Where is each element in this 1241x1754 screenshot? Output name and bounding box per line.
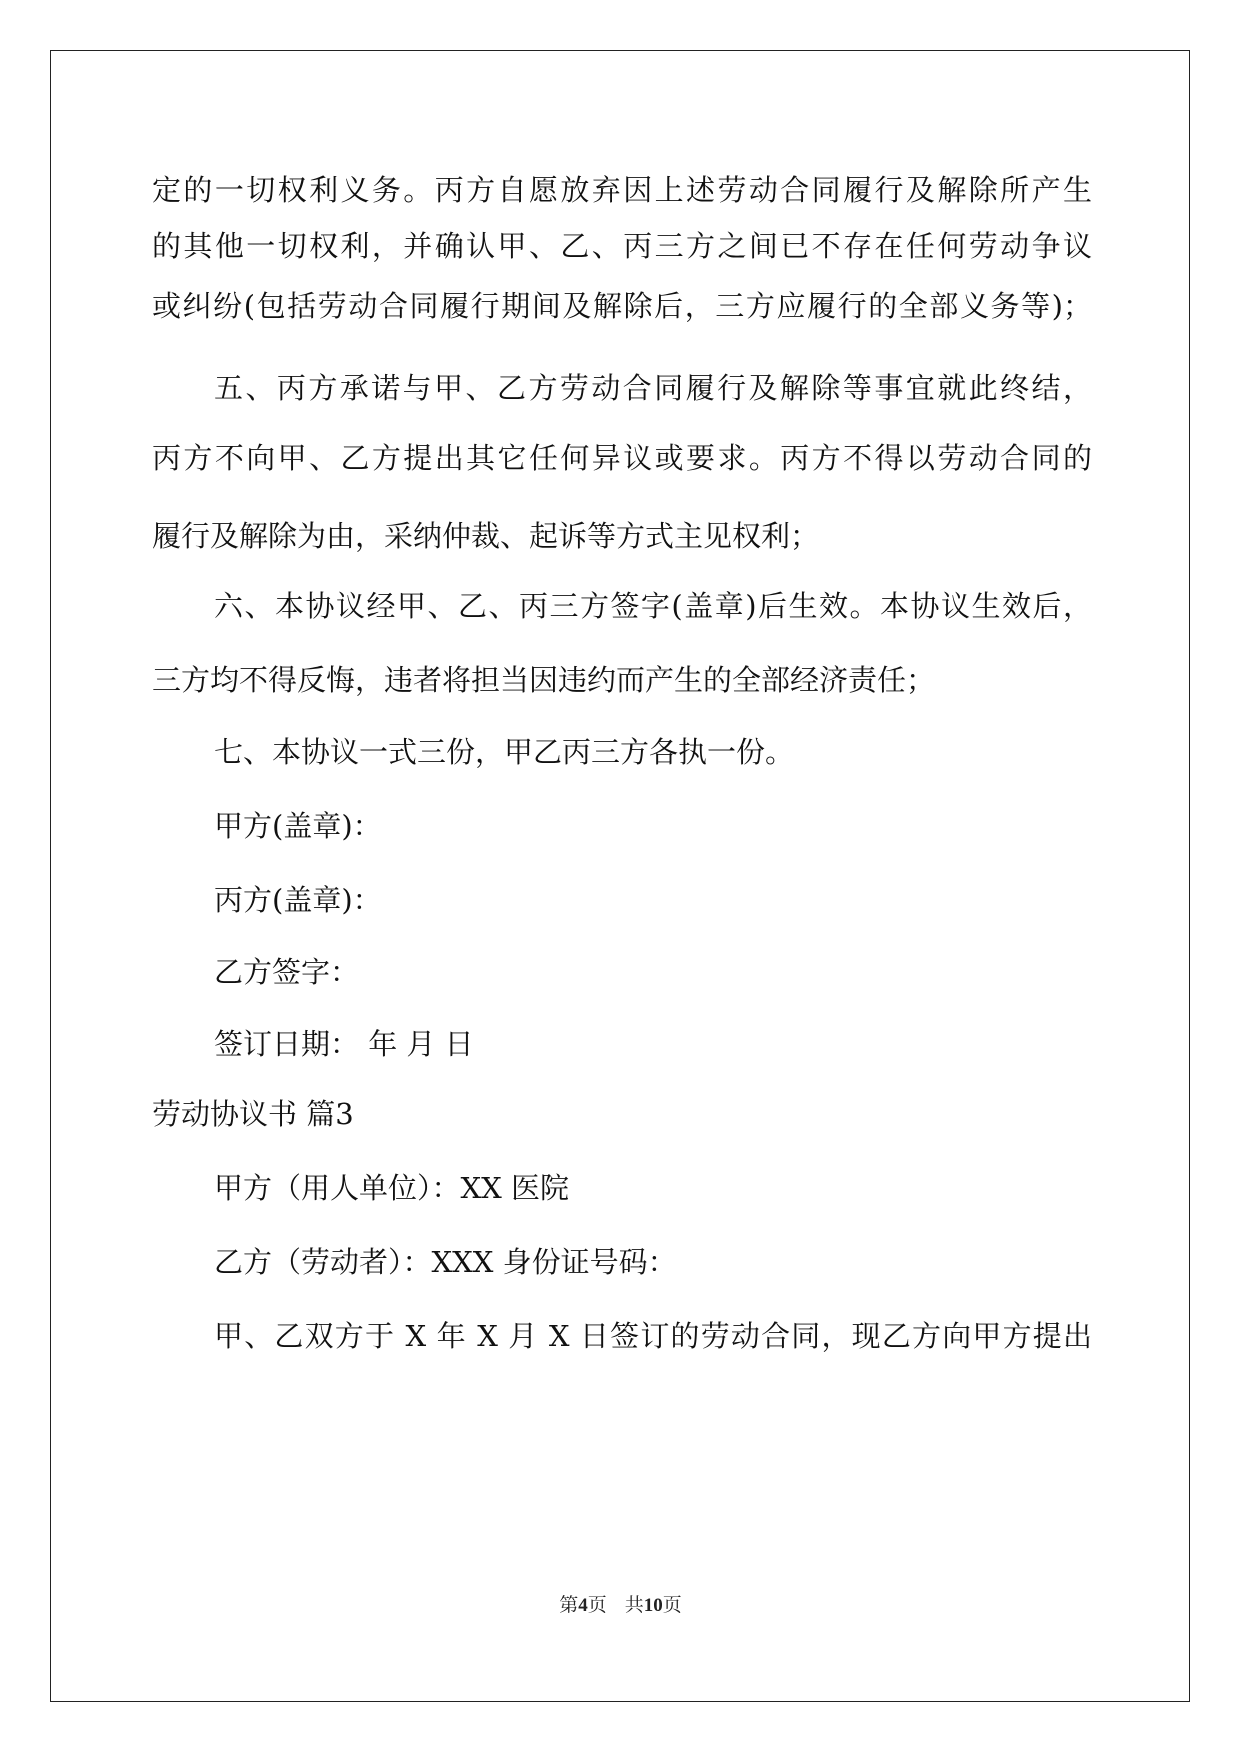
paragraph-line: 甲、乙双方于 X 年 X 月 X 日签订的劳动合同，现乙方向甲方提出 [214, 1319, 1092, 1353]
sign-date: 签订日期： 年 月 日 [214, 1027, 474, 1061]
paragraph-line: 丙方不向甲、乙方提出其它任何异议或要求。丙方不得以劳动合同的 [152, 441, 1092, 475]
paragraph-line: 或纠纷(包括劳动合同履行期间及解除后，三方应履行的全部义务等)； [152, 289, 1092, 323]
paragraph-line: 定的一切权利义务。丙方自愿放弃因上述劳动合同履行及解除所产生 [152, 173, 1092, 207]
signature-party-b: 乙方签字： [214, 955, 360, 989]
signature-party-a: 甲方(盖章)： [214, 809, 382, 843]
footer-total-suffix: 页 [662, 1594, 682, 1616]
footer-page-prefix: 第 [559, 1594, 579, 1616]
section-heading: 劳动协议书 篇3 [152, 1097, 354, 1131]
paragraph-line: 履行及解除为由，采纳仲裁、起诉等方式主见权利； [152, 519, 820, 553]
paragraph-line: 的其他一切权利，并确认甲、乙、丙三方之间已不存在任何劳动争议 [152, 229, 1092, 263]
paragraph-line: 三方均不得反悔，违者将担当因违约而产生的全部经济责任； [152, 663, 936, 697]
footer-total-prefix: 共 [624, 1594, 644, 1616]
paragraph-line: 五、丙方承诺与甲、乙方劳动合同履行及解除等事宜就此终结， [214, 371, 1092, 405]
section-party-a: 甲方（用人单位）：XX 医院 [214, 1171, 570, 1205]
paragraph-line: 七、本协议一式三份，甲乙丙三方各执一份。 [214, 735, 795, 769]
footer-page-total: 10 [643, 1595, 663, 1616]
page-footer [0, 1592, 1241, 1619]
section-party-b: 乙方（劳动者）：XXX 身份证号码： [214, 1245, 677, 1279]
footer-page-current: 4 [578, 1595, 588, 1616]
signature-party-c: 丙方(盖章)： [214, 883, 382, 917]
footer-page-mid: 页 [587, 1594, 607, 1616]
paragraph-line: 六、本协议经甲、乙、丙三方签字(盖章)后生效。本协议生效后， [214, 589, 1092, 623]
